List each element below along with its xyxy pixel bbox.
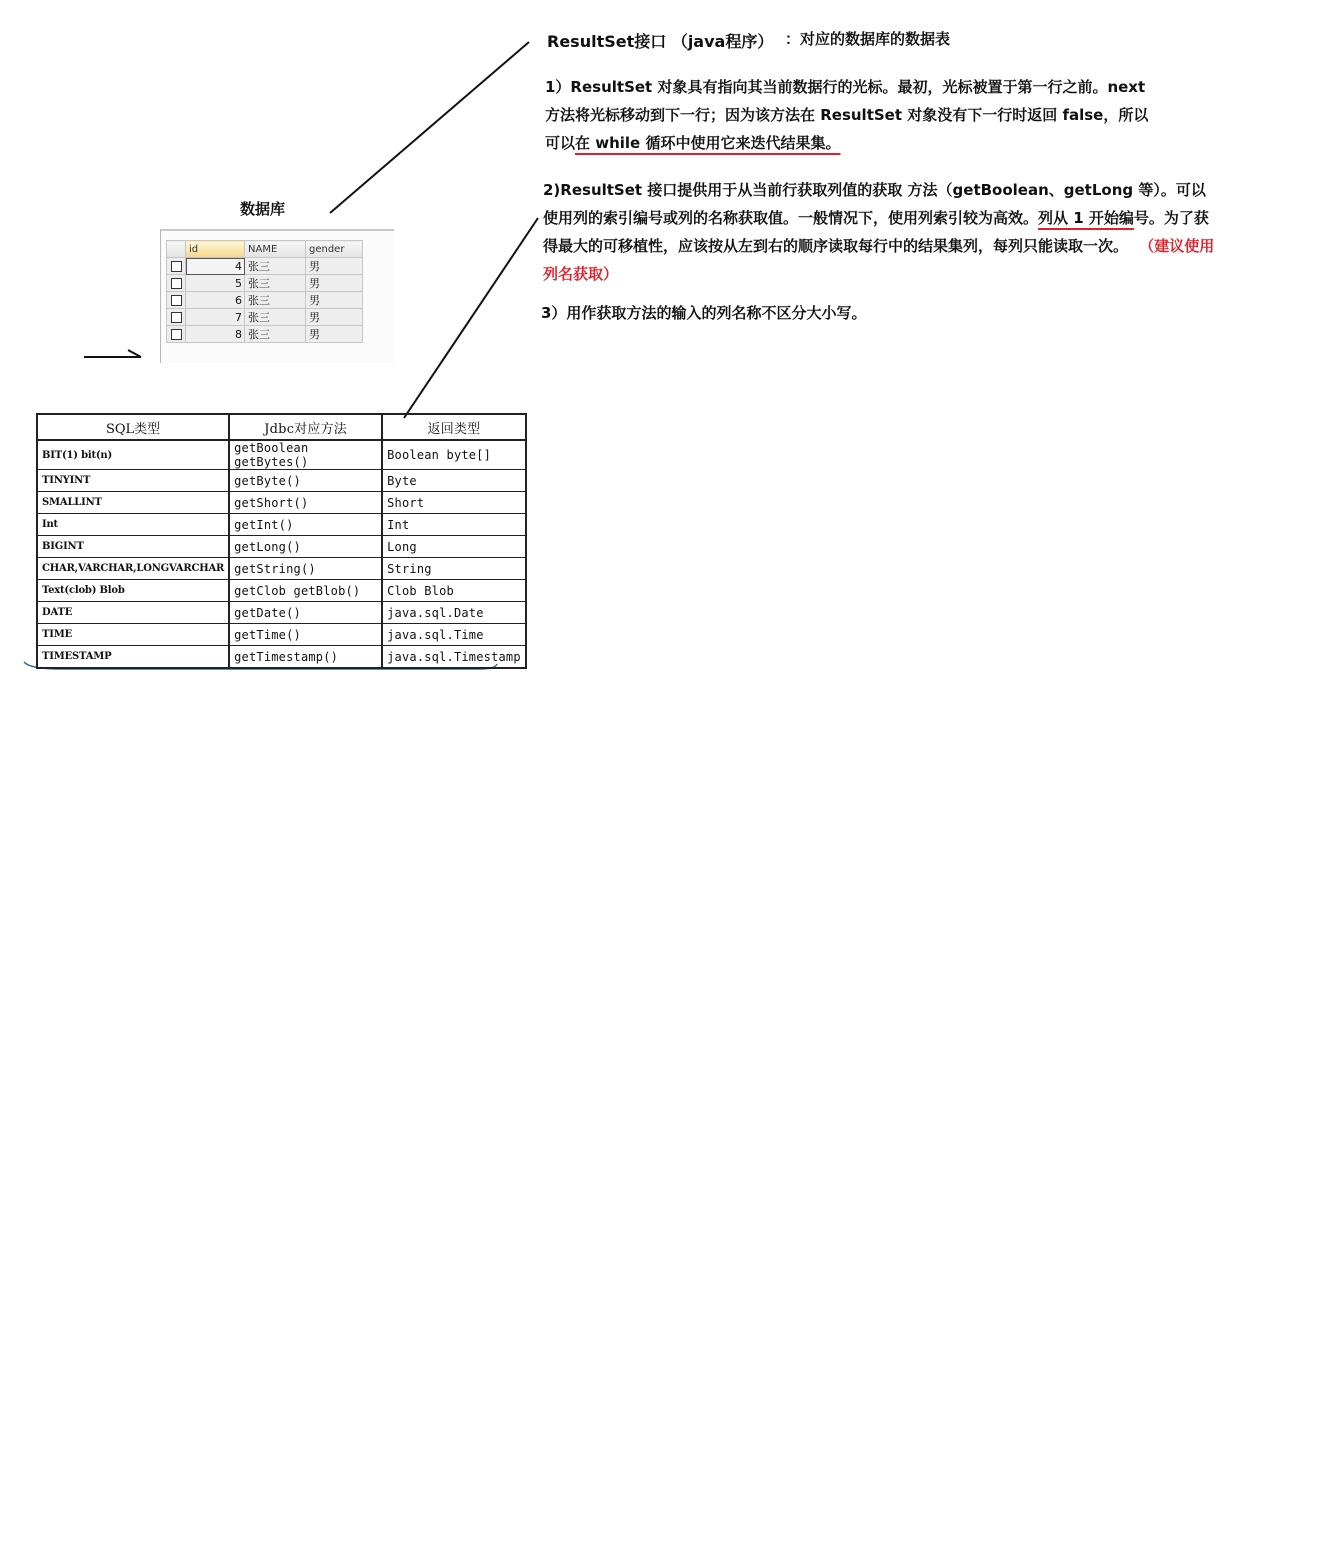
note-2 xyxy=(543,176,1215,288)
checkbox-icon xyxy=(171,261,182,272)
cell-name[interactable]: 张三 xyxy=(245,275,306,292)
table-row xyxy=(37,602,526,624)
cell-return-type: Clob Blob xyxy=(382,580,526,602)
cell-jdbc-method: getTimestamp() xyxy=(229,646,382,669)
cell-gender[interactable]: 男 xyxy=(306,275,363,292)
row-checkbox[interactable] xyxy=(167,258,186,275)
table-row[interactable] xyxy=(167,258,363,275)
table-row xyxy=(37,514,526,536)
cell-return-type: Long xyxy=(382,536,526,558)
cell-return-type: Byte xyxy=(382,470,526,492)
table-row[interactable] xyxy=(167,292,363,309)
table-row[interactable] xyxy=(167,326,363,343)
cell-id[interactable]: 6 xyxy=(186,292,245,309)
table-row xyxy=(37,646,526,669)
database-table-grid xyxy=(160,229,394,363)
checkbox-icon xyxy=(171,329,182,340)
cell-jdbc-method: getTime() xyxy=(229,624,382,646)
table-row xyxy=(37,440,526,470)
cell-jdbc-method: getByte() xyxy=(229,470,382,492)
note-3: 3）用作获取方法的输入的列名称不区分大小写。 xyxy=(541,304,867,322)
table-row xyxy=(37,536,526,558)
table-row xyxy=(37,624,526,646)
checkbox-icon xyxy=(171,295,182,306)
cell-return-type: java.sql.Time xyxy=(382,624,526,646)
row-checkbox[interactable] xyxy=(167,292,186,309)
note-1-highlight: 在 while 循环中使用它来迭代结果集。 xyxy=(575,134,841,152)
connector-title-to-db xyxy=(330,42,529,213)
table-row xyxy=(37,470,526,492)
cell-jdbc-method: getLong() xyxy=(229,536,382,558)
cell-return-type: String xyxy=(382,558,526,580)
row-checkbox[interactable] xyxy=(167,326,186,343)
cell-jdbc-method: getDate() xyxy=(229,602,382,624)
table-row[interactable] xyxy=(167,275,363,292)
sql-type-mapping-table xyxy=(36,413,527,669)
table-row xyxy=(37,580,526,602)
page-title: ResultSet接口 （java程序） xyxy=(547,32,774,51)
cell-return-type: java.sql.Date xyxy=(382,602,526,624)
cell-gender[interactable]: 男 xyxy=(306,326,363,343)
cell-return-type: Int xyxy=(382,514,526,536)
database-label: 数据库 xyxy=(240,200,286,218)
page-subtitle: ：对应的数据库的数据表 xyxy=(785,30,951,48)
cell-jdbc-method: getShort() xyxy=(229,492,382,514)
table-row[interactable] xyxy=(167,309,363,326)
database-table xyxy=(166,240,363,343)
cell-id[interactable]: 5 xyxy=(186,275,245,292)
cell-sql-type: BIGINT xyxy=(37,536,229,558)
note-2-tip: （建议使用列名获取） xyxy=(543,237,1215,283)
cell-sql-type: TINYINT xyxy=(37,470,229,492)
cell-sql-type: Text(clob) Blob xyxy=(37,580,229,602)
cell-sql-type: SMALLINT xyxy=(37,492,229,514)
cell-sql-type: BIT(1) bit(n) xyxy=(37,440,229,470)
cell-name[interactable]: 张三 xyxy=(245,309,306,326)
header-return-type: 返回类型 xyxy=(382,414,526,440)
column-header-name[interactable]: NAME xyxy=(245,241,306,258)
cell-id[interactable]: 7 xyxy=(186,309,245,326)
cell-jdbc-method: getBoolean getBytes() xyxy=(229,440,382,470)
note-2-highlight: 列从 1 开始编 xyxy=(1038,209,1134,227)
table-row xyxy=(37,492,526,514)
note-2-text-cont: 号。为了获得最大的可移植性，应该按从左到右的顺序读取每行中的结果集列，每列只能读取一次。 xyxy=(543,209,1209,255)
cell-return-type: Short xyxy=(382,492,526,514)
cell-gender[interactable]: 男 xyxy=(306,309,363,326)
cell-return-type: Boolean byte[] xyxy=(382,440,526,470)
row-checkbox[interactable] xyxy=(167,275,186,292)
cell-name[interactable]: 张三 xyxy=(245,292,306,309)
note-1 xyxy=(545,73,1160,157)
row-checkbox[interactable] xyxy=(167,309,186,326)
cell-jdbc-method: getClob getBlob() xyxy=(229,580,382,602)
cell-gender[interactable]: 男 xyxy=(306,292,363,309)
cell-name[interactable]: 张三 xyxy=(245,258,306,275)
note-1-text: 1）ResultSet 对象具有指向其当前数据行的光标。最初，光标被置于第一行之前。next 方法将光标移动到下一行；因为该方法在 ResultSet 对象没有下一行时返回 false，所以可以 xyxy=(545,78,1149,152)
cell-jdbc-method: getInt() xyxy=(229,514,382,536)
cell-sql-type: DATE xyxy=(37,602,229,624)
cell-id[interactable]: 8 xyxy=(186,326,245,343)
checkbox-icon xyxy=(171,278,182,289)
header-sql-type: SQL类型 xyxy=(37,414,229,440)
column-header-id[interactable]: id xyxy=(186,241,245,258)
right-arrow-icon xyxy=(84,350,141,357)
note-2-text: 2)ResultSet 接口提供用于从当前行获取列值的获取 方法（getBoolean、getLong 等）。可以使用列的索引编号或列的名称获取值。一般情况下，使用列索引较为高效。 xyxy=(543,181,1206,227)
cell-id[interactable]: 4 xyxy=(186,258,245,275)
cell-sql-type: Int xyxy=(37,514,229,536)
cell-sql-type: CHAR,VARCHAR,LONGVARCHAR xyxy=(37,558,229,580)
cell-name[interactable]: 张三 xyxy=(245,326,306,343)
cell-gender[interactable]: 男 xyxy=(306,258,363,275)
cell-jdbc-method: getString() xyxy=(229,558,382,580)
cell-return-type: java.sql.Timestamp xyxy=(382,646,526,669)
table-row xyxy=(37,558,526,580)
column-header-gender[interactable]: gender xyxy=(306,241,363,258)
header-jdbc-method: Jdbc对应方法 xyxy=(229,414,382,440)
connector-para2-to-table xyxy=(404,218,538,418)
cell-sql-type: TIMESTAMP xyxy=(37,646,229,669)
cell-sql-type: TIME xyxy=(37,624,229,646)
checkbox-icon xyxy=(171,312,182,323)
row-selector-header xyxy=(167,241,186,258)
